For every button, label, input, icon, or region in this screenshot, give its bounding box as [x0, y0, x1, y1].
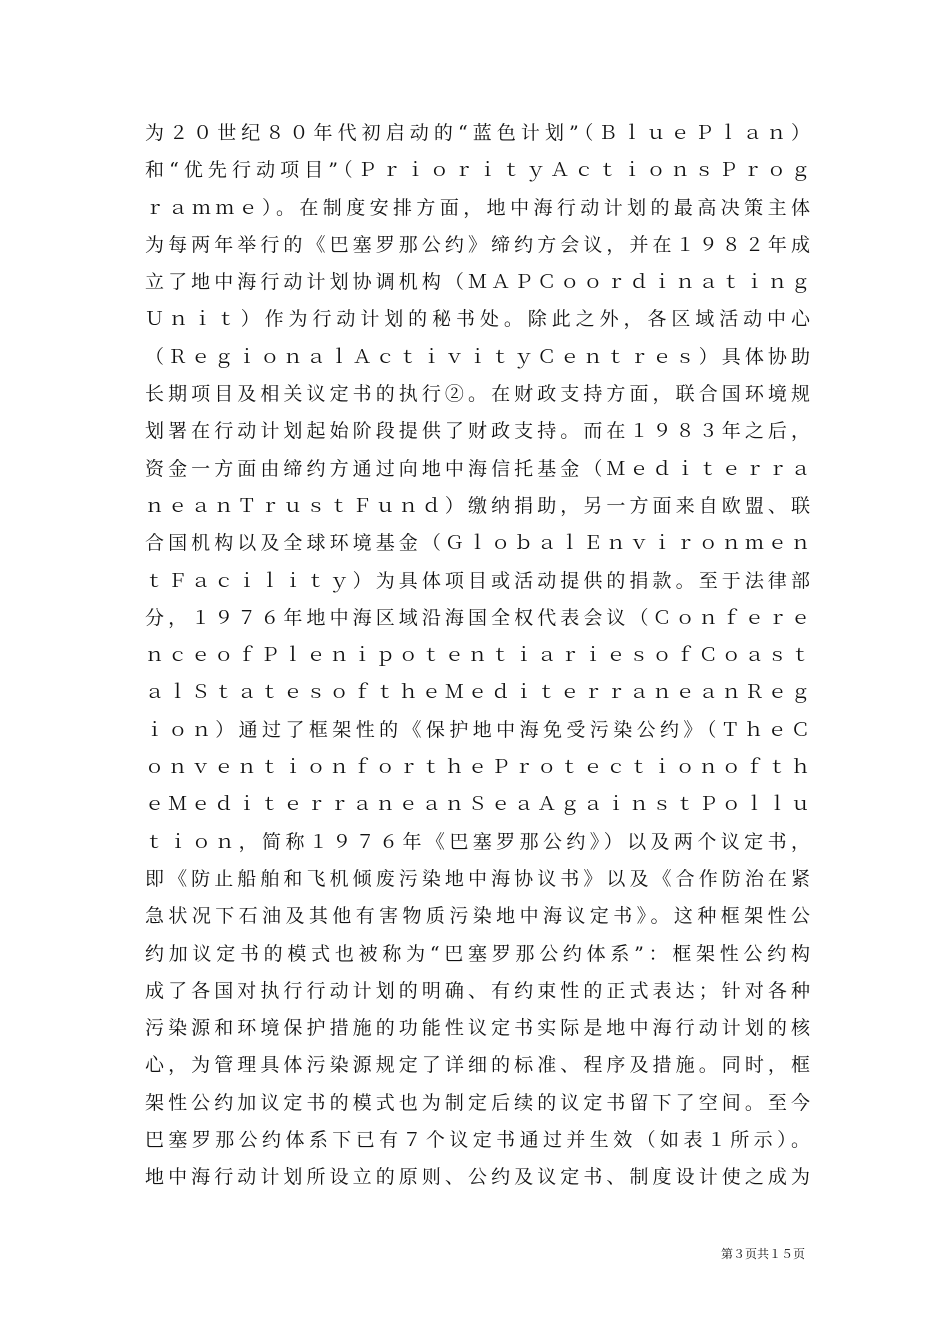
text-line: 立了地中海行动计划协调机构（ＭＡＰＣｏｏｒｄｉｎａｔｉｎｇ	[145, 271, 810, 294]
text-line: ｉｏｎ）通过了框架性的《保护地中海免受污染公约》（ＴｈｅＣ	[145, 718, 810, 741]
text-line: 约加议定书的模式也被称为“巴塞罗那公约体系”：框架性公约构	[145, 942, 810, 965]
text-line: ｅＭｅｄｉｔｅｒｒａｎｅａｎＳｅａＡｇａｉｎｓｔＰｏｌｌｕ	[145, 793, 810, 816]
text-line: 为２０世纪８０年代初启动的“蓝色计划”（ＢｌｕｅＰｌａｎ）	[145, 122, 810, 144]
text-line: 分，１９７６年地中海区域沿海国全权代表会议（Ｃｏｎｆｅｒｅ	[145, 606, 810, 629]
text-line: 地中海行动计划所设立的原则、公约及议定书、制度设计使之成为	[145, 1166, 810, 1189]
text-line: 划署在行动计划起始阶段提供了财政支持。而在１９８３年之后，	[145, 420, 810, 443]
text-line: 心，为管理具体污染源规定了详细的标准、程序及措施。同时，框	[145, 1054, 810, 1077]
text-line: 资金一方面由缔约方通过向地中海信托基金（Ｍｅｄｉｔｅｒｒａ	[145, 457, 810, 480]
text-line: 长期项目及相关议定书的执行②。在财政支持方面，联合国环境规	[145, 383, 810, 406]
text-line: 巴塞罗那公约体系下已有７个议定书通过并生效（如表１所示）。	[145, 1129, 810, 1152]
text-line: ｔｉｏｎ，简称１９７６年《巴塞罗那公约》）以及两个议定书，	[145, 830, 810, 853]
text-line: 合国机构以及全球环境基金（ＧｌｏｂａｌＥｎｖｉｒｏｎｍｅｎ	[145, 532, 810, 555]
text-line: ｎｅａｎＴｒｕｓｔＦｕｎｄ）缴纳捐助，另一方面来自欧盟、联	[145, 494, 810, 517]
text-line: （ＲｅｇｉｏｎａｌＡｃｔｉｖｉｔｙＣｅｎｔｒｅｓ）具体协助	[145, 345, 810, 368]
text-line: 即《防止船舶和飞机倾废污染地中海协议书》以及《合作防治在紧	[145, 867, 810, 890]
body-text	[145, 115, 810, 1197]
text-line: 架性公约加议定书的模式也为制定后续的议定书留下了空间。至今	[145, 1091, 810, 1114]
text-line: 成了各国对执行行动计划的明确、有约束性的正式表达；针对各种	[145, 979, 810, 1002]
text-line: ａｌＳｔａｔｅｓｏｆｔｈｅＭｅｄｉｔｅｒｒａｎｅａｎＲｅｇ	[145, 681, 810, 704]
text-line: 为每两年举行的《巴塞罗那公约》缔约方会议，并在１９８２年成	[145, 233, 810, 256]
text-line: Ｕｎｉｔ）作为行动计划的秘书处。除此之外，各区域活动中心	[145, 308, 810, 331]
text-line: 急状况下石油及其他有害物质污染地中海议定书》。这种框架性公	[145, 905, 810, 928]
text-line: ｏｎｖｅｎｔｉｏｎｆｏｒｔｈｅＰｒｏｔｅｃｔｉｏｎｏｆｔｈ	[145, 756, 810, 779]
text-line: ｒａｍｍｅ）。在制度安排方面，地中海行动计划的最高决策主体	[145, 196, 810, 219]
page-number-footer: 第３页共１５页	[720, 1247, 805, 1261]
text-line: 污染源和环境保护措施的功能性议定书实际是地中海行动计划的核	[145, 1017, 810, 1040]
text-line: ｎｃｅｏｆＰｌｅｎｉｐｏｔｅｎｔｉａｒｉｅｓｏｆＣｏａｓｔ	[145, 644, 810, 667]
text-line: 和“优先行动项目”（ＰｒｉｏｒｉｔｙＡｃｔｉｏｎｓＰｒｏｇ	[145, 159, 810, 182]
text-line: ｔＦａｃｉｌｉｔｙ）为具体项目或活动提供的捐款。至于法律部	[145, 569, 810, 592]
